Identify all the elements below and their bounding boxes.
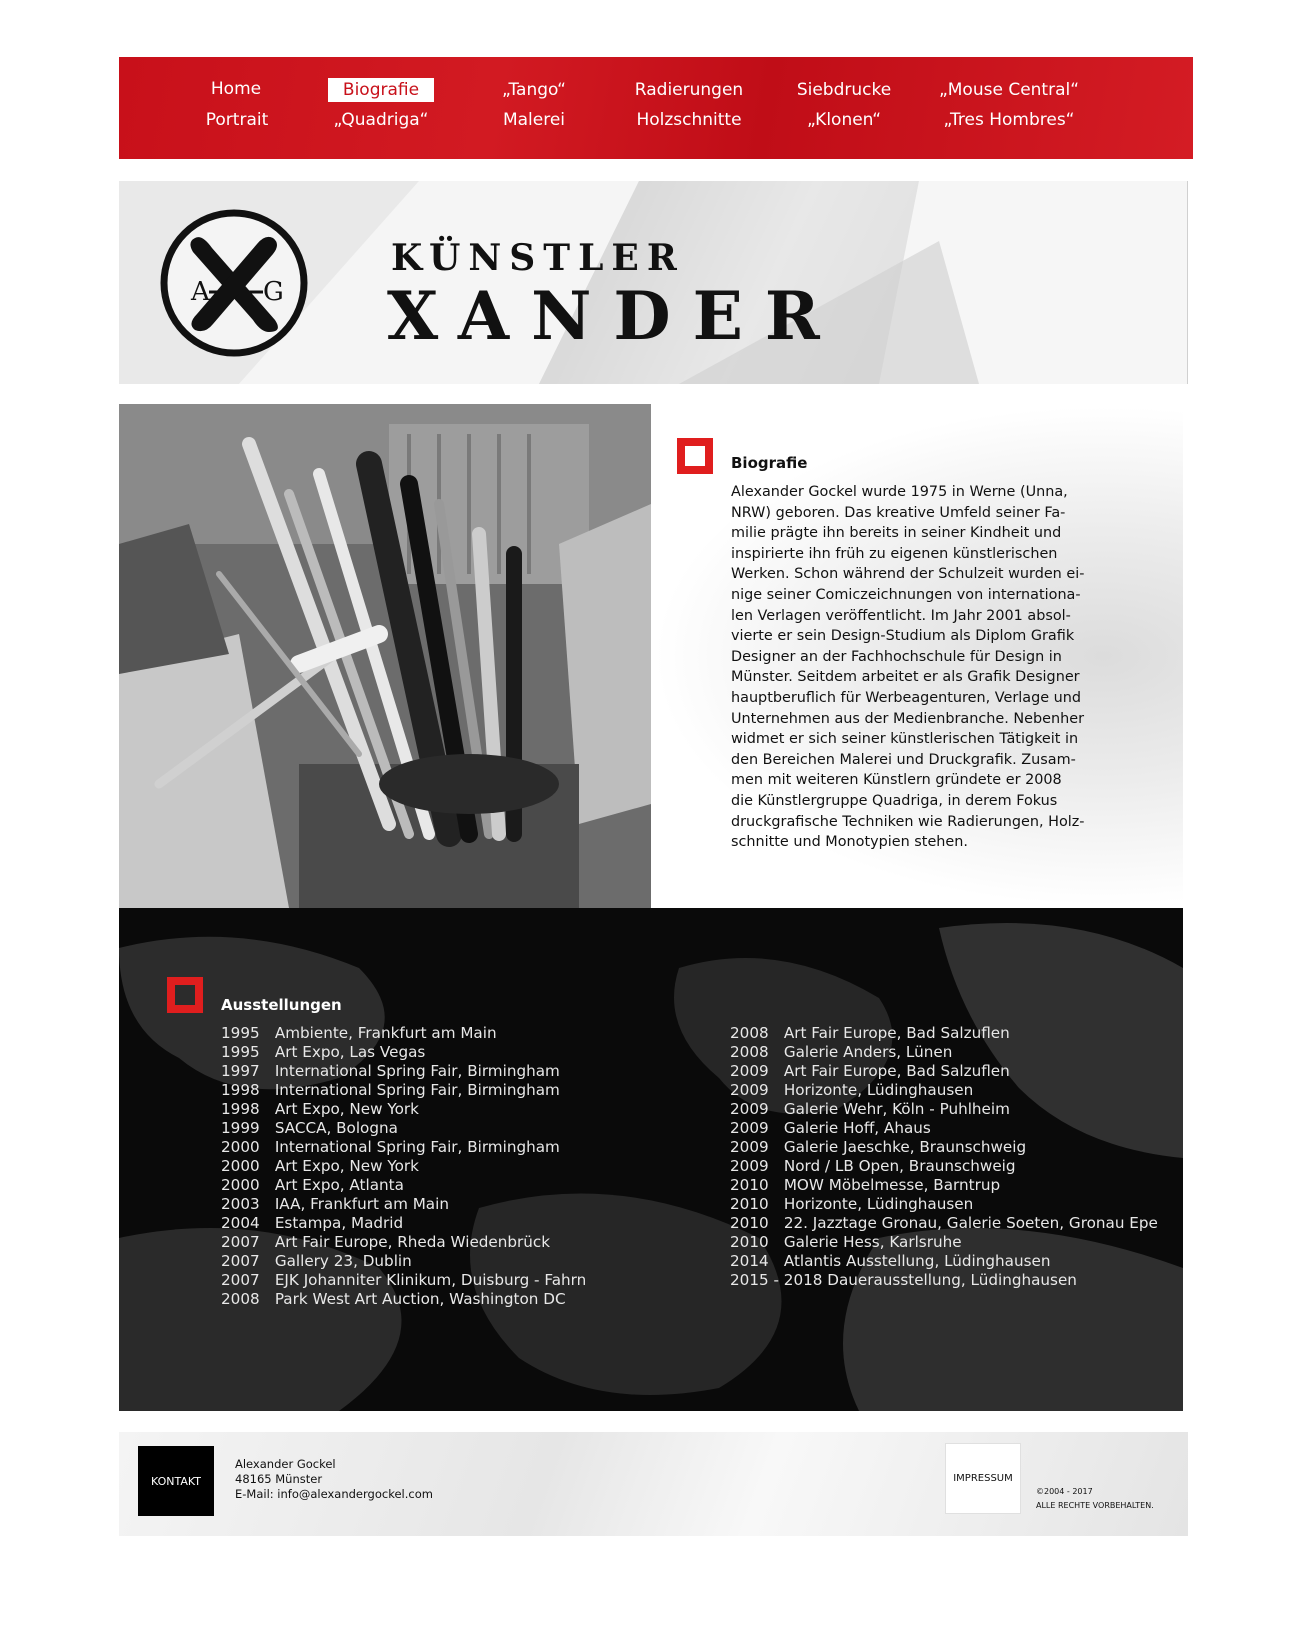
- exhibition-event: Horizonte, Lüdinghausen: [779, 1081, 974, 1099]
- impressum-button[interactable]: IMPRESSUM: [945, 1443, 1021, 1514]
- nav-item-holzschnitte[interactable]: Holzschnitte: [636, 110, 742, 130]
- biography-line: Werken. Schon während der Schulzeit wurden ei-: [731, 566, 1085, 583]
- exhibition-event: Park West Art Auction, Washington DC: [270, 1290, 566, 1308]
- nav-item-home[interactable]: Home: [210, 79, 262, 99]
- exhibition-event: Art Expo, Atlanta: [270, 1176, 404, 1194]
- nav-item-quadriga[interactable]: „Quadriga“: [333, 110, 429, 130]
- exhibition-year: 2009: [730, 1157, 769, 1175]
- exhibition-event: Art Fair Europe, Bad Salzuflen: [779, 1062, 1010, 1080]
- exhibition-row: [730, 1043, 1158, 1062]
- exhibition-year: 2000: [221, 1157, 260, 1175]
- exhibition-event: IAA, Frankfurt am Main: [270, 1195, 449, 1213]
- contact-email[interactable]: E-Mail: info@alexandergockel.com: [235, 1487, 433, 1501]
- exhibition-event: International Spring Fair, Birmingham: [270, 1138, 560, 1156]
- exhibition-row: [730, 1252, 1158, 1271]
- logo-letter-a: A: [191, 277, 210, 307]
- exhibition-year: 1998: [221, 1081, 260, 1099]
- exhibition-year: 2009: [730, 1119, 769, 1137]
- biography-line: hauptberuflich für Werbeagenturen, Verlage und: [731, 689, 1082, 706]
- biography-title: Biografie: [731, 454, 808, 472]
- exhibition-year: 2007: [221, 1271, 260, 1289]
- nav-item-tres-hombres[interactable]: „Tres Hombres“: [943, 110, 1075, 130]
- exhibition-event: Galerie Hoff, Ahaus: [779, 1119, 931, 1137]
- biography-line: schnitte und Monotypien stehen.: [731, 834, 968, 851]
- exhibition-row: [221, 1062, 586, 1081]
- nav-item-tango[interactable]: „Tango“: [502, 80, 566, 100]
- exhibition-event: International Spring Fair, Birmingham: [270, 1062, 560, 1080]
- exhibition-row: [730, 1157, 1158, 1176]
- exhibition-year: 2007: [221, 1233, 260, 1251]
- exhibitions-list-right: [730, 1024, 1158, 1290]
- exhibition-event: Art Expo, New York: [270, 1157, 419, 1175]
- exhibition-year: 1995: [221, 1043, 260, 1061]
- brand-title: XANDER: [387, 277, 842, 355]
- exhibition-year: 2009: [730, 1100, 769, 1118]
- exhibition-event: Atlantis Ausstellung, Lüdinghausen: [779, 1252, 1051, 1270]
- exhibition-row: [730, 1214, 1158, 1233]
- exhibition-row: [730, 1100, 1158, 1119]
- exhibition-event: MOW Möbelmesse, Barntrup: [779, 1176, 1001, 1194]
- logo-letter-g: G: [263, 277, 284, 307]
- exhibition-event: Art Fair Europe, Bad Salzuflen: [779, 1024, 1010, 1042]
- exhibition-row: [730, 1271, 1158, 1290]
- exhibition-row: [221, 1100, 586, 1119]
- biography-text: [731, 482, 1121, 853]
- exhibition-row: [730, 1176, 1158, 1195]
- exhibition-event: Galerie Anders, Lünen: [779, 1043, 953, 1061]
- exhibition-row: [730, 1024, 1158, 1043]
- biography-line: milie prägte ihn bereits in seiner Kindheit und: [731, 525, 1062, 542]
- biography-line: Designer an der Fachhochschule für Design in: [731, 648, 1062, 665]
- exhibition-event: Galerie Wehr, Köln - Puhlheim: [779, 1100, 1010, 1118]
- exhibitions-title: Ausstellungen: [221, 996, 342, 1014]
- exhibition-row: [730, 1081, 1158, 1100]
- nav-item-radierungen[interactable]: Radierungen: [634, 80, 744, 100]
- exhibition-event: Dauerausstellung, Lüdinghausen: [822, 1271, 1077, 1289]
- exhibition-event: SACCA, Bologna: [270, 1119, 398, 1137]
- copyright-years: ©2004 - 2017: [1036, 1487, 1093, 1496]
- biography-line: NRW) geboren. Das kreative Umfeld seiner Fa-: [731, 504, 1066, 521]
- biography-line: Alexander Gockel wurde 1975 in Werne (Unna,: [731, 484, 1068, 500]
- copyright-notice: [1036, 1485, 1154, 1513]
- exhibition-row: [221, 1176, 586, 1195]
- nav-item-mouse-central[interactable]: „Mouse Central“: [938, 80, 1080, 100]
- biography-line: druckgrafische Techniken wie Radierungen, Holz-: [731, 813, 1085, 830]
- exhibition-event: Horizonte, Lüdinghausen: [779, 1195, 974, 1213]
- exhibition-event: Galerie Jaeschke, Braunschweig: [779, 1138, 1027, 1156]
- nav-item-klonen[interactable]: „Klonen“: [806, 110, 882, 130]
- biography-line: len Verlagen veröffentlicht. Im Jahr 2001 absol-: [731, 607, 1071, 624]
- biography-line: nige seiner Comiczeichnungen von internationa-: [731, 586, 1081, 603]
- exhibition-row: [221, 1195, 586, 1214]
- contact-city: 48165 Münster: [235, 1472, 323, 1486]
- biography-line: Münster. Seitdem arbeitet er als Grafik Designer: [731, 669, 1080, 686]
- exhibition-year: 2007: [221, 1252, 260, 1270]
- exhibition-year: 2015 - 2018: [730, 1271, 823, 1289]
- exhibition-row: [221, 1290, 586, 1309]
- exhibition-row: [730, 1233, 1158, 1252]
- logo-emblem[interactable]: [157, 208, 312, 358]
- biography-line: men mit weiteren Künstlern gründete er 2008: [731, 772, 1062, 789]
- exhibition-year: 1998: [221, 1100, 260, 1118]
- exhibition-row: [221, 1271, 586, 1290]
- exhibition-year: 2004: [221, 1214, 260, 1232]
- exhibition-event: Estampa, Madrid: [270, 1214, 404, 1232]
- contact-name: Alexander Gockel: [235, 1457, 336, 1471]
- brushes-photo: [119, 404, 651, 908]
- exhibition-row: [221, 1157, 586, 1176]
- exhibition-event: Art Fair Europe, Rheda Wiedenbrück: [270, 1233, 551, 1251]
- exhibition-event: Nord / LB Open, Braunschweig: [779, 1157, 1016, 1175]
- exhibition-row: [221, 1252, 586, 1271]
- exhibition-row: [221, 1024, 586, 1043]
- site-header: [119, 181, 1188, 384]
- exhibition-year: 2008: [730, 1024, 769, 1042]
- biography-line: den Bereichen Malerei und Druckgrafik. Zusam-: [731, 751, 1076, 768]
- exhibition-year: 2008: [730, 1043, 769, 1061]
- exhibition-row: [730, 1138, 1158, 1157]
- exhibition-year: 2009: [730, 1138, 769, 1156]
- section-marker-icon: [677, 438, 713, 474]
- exhibition-event: Ambiente, Frankfurt am Main: [270, 1024, 497, 1042]
- exhibition-year: 1999: [221, 1119, 260, 1137]
- exhibition-event: EJK Johanniter Klinikum, Duisburg - Fahrn: [270, 1271, 587, 1289]
- exhibition-row: [221, 1138, 586, 1157]
- exhibition-year: 2014: [730, 1252, 769, 1270]
- exhibition-year: 2010: [730, 1233, 769, 1251]
- exhibition-year: 2003: [221, 1195, 260, 1213]
- biography-line: Unternehmen aus der Medienbranche. Nebenher: [731, 710, 1084, 727]
- exhibition-year: 2008: [221, 1290, 260, 1308]
- nav-item-portrait[interactable]: Portrait: [205, 110, 269, 130]
- exhibition-row: [221, 1214, 586, 1233]
- exhibition-year: 1997: [221, 1062, 260, 1080]
- exhibition-year: 1995: [221, 1024, 260, 1042]
- exhibition-event: Art Expo, New York: [270, 1100, 419, 1118]
- nav-item-biografie[interactable]: Biografie: [328, 78, 434, 102]
- nav-item-malerei[interactable]: Malerei: [502, 110, 566, 130]
- exhibition-event: International Spring Fair, Birmingham: [270, 1081, 560, 1099]
- exhibition-row: [730, 1195, 1158, 1214]
- exhibition-row: [730, 1062, 1158, 1081]
- exhibition-event: 22. Jazztage Gronau, Galerie Soeten, Gronau Epe: [779, 1214, 1158, 1232]
- exhibition-event: Gallery 23, Dublin: [270, 1252, 412, 1270]
- exhibition-row: [221, 1043, 586, 1062]
- exhibition-event: Galerie Hess, Karlsruhe: [779, 1233, 962, 1251]
- exhibition-row: [730, 1119, 1158, 1138]
- exhibition-row: [221, 1119, 586, 1138]
- exhibition-year: 2010: [730, 1214, 769, 1232]
- exhibition-year: 2010: [730, 1176, 769, 1194]
- nav-item-siebdrucke[interactable]: Siebdrucke: [796, 80, 892, 100]
- biography-line: widmet er sich seiner künstlerischen Tätigkeit in: [731, 731, 1079, 748]
- exhibitions-list-left: [221, 1024, 586, 1309]
- exhibition-event: Art Expo, Las Vegas: [270, 1043, 426, 1061]
- brand-subtitle: KÜNSTLER: [391, 237, 685, 279]
- brushes-image: [119, 404, 651, 908]
- biography-line: die Künstlergruppe Quadriga, in derem Fokus: [731, 792, 1058, 809]
- exhibition-row: [221, 1233, 586, 1252]
- exhibition-row: [221, 1081, 586, 1100]
- exhibition-year: 2000: [221, 1138, 260, 1156]
- main-navigation: [119, 57, 1193, 159]
- kontakt-button[interactable]: KONTAKT: [138, 1446, 214, 1516]
- section-marker-icon: [167, 977, 203, 1013]
- exhibition-year: 2009: [730, 1062, 769, 1080]
- copyright-rights: ALLE RECHTE VORBEHALTEN.: [1036, 1501, 1154, 1510]
- exhibition-year: 2009: [730, 1081, 769, 1099]
- biography-line: inspirierte ihn früh zu eigenen künstlerischen: [731, 545, 1058, 562]
- contact-address: [235, 1457, 433, 1502]
- exhibition-year: 2000: [221, 1176, 260, 1194]
- exhibition-year: 2010: [730, 1195, 769, 1213]
- biography-line: vierte er sein Design-Studium als Diplom Grafik: [731, 628, 1075, 645]
